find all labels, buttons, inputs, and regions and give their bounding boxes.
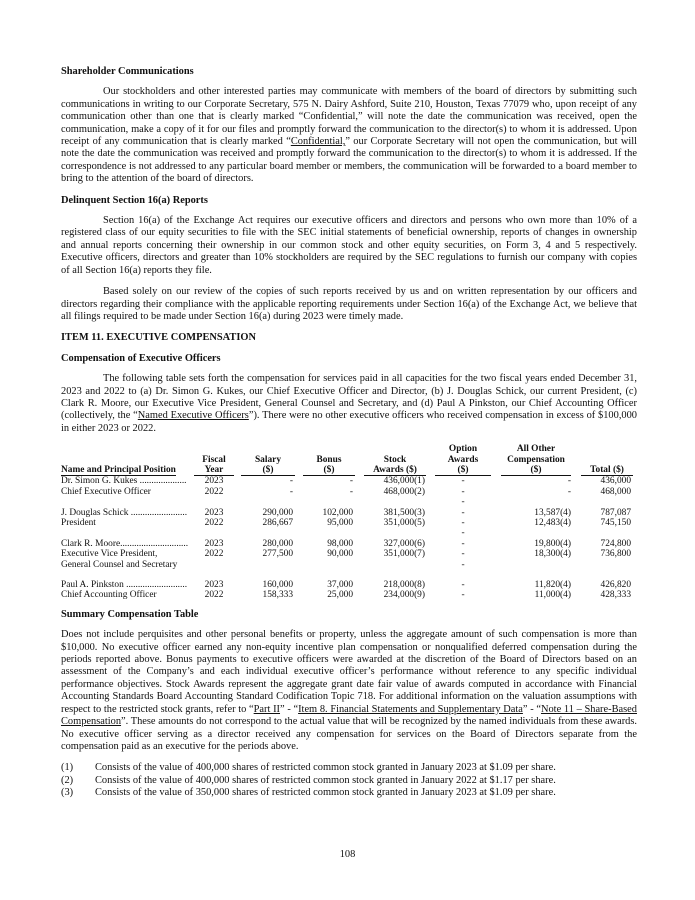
table-cell: 745,150 xyxy=(600,518,631,528)
table-cell xyxy=(299,497,359,507)
section-heading: Summary Compensation Table xyxy=(61,608,199,620)
column-header xyxy=(191,444,237,476)
text: ” - “ xyxy=(522,703,541,715)
table-row xyxy=(61,508,637,518)
table-cell: 277,500 xyxy=(262,549,293,560)
table-cell: 2023 xyxy=(204,507,224,518)
table-cell: 160,000 xyxy=(262,580,293,591)
table-cell: 351,000(5) xyxy=(383,518,425,528)
table-cell: 2022 xyxy=(204,549,224,560)
text: Our stockholders and other interested parties may communicate with members of the board of directors by submitting such communications in writing to our Corporate Secretary, 575 N. Dairy Ashford, Suite 210, Houston, Texas 77079 who, upon receipt of any communication other than one that is clearly marked “Confidential,” will note the date the communication was received, open the communication, make a copy of it for our files and promptly forward the communication to the director(s) to whom it is addressed. Upon receipt of any communication that is clearly marked “ xyxy=(61,86,637,148)
table-cell: - xyxy=(349,486,353,497)
table-cell: 25,000 xyxy=(327,590,353,601)
table-cell xyxy=(237,528,299,538)
paragraph: Based solely on our review of the copies of such reports received by us and on written representation by our officers and directors regarding their compliance with the applicable reporting requirements under Section 16(a) of the Exchange Act, we believe that all filings required to be made under Section 16(a) during 2023 were timely made. xyxy=(61,286,637,322)
table-cell: - xyxy=(349,476,353,487)
table-cell: - xyxy=(461,507,465,518)
table-row xyxy=(61,539,637,549)
section-heading: Delinquent Section 16(a) Reports xyxy=(61,194,208,206)
table-cell xyxy=(299,560,359,570)
table-cell: Dr. Simon G. Kukes .................... xyxy=(61,476,187,487)
table-cell: - xyxy=(461,518,465,528)
paragraph xyxy=(61,86,637,185)
text: The following table sets forth the compensation for services paid in all capacities for the two fiscal years ended December 31, 2023 and 2022 to (a) Dr. Simon G. Kukes, our Chief Executive Officer and Director, (b) J. Douglas Schick, our current President, (c) Clark R. Moore, our Executive Vice President, General Counsel and Secretary, and (d) Paul A Pinkston, our Chief Accounting Officer (collectively, the “ xyxy=(61,373,637,422)
link[interactable]: Note 11 – Share-Based Compensation xyxy=(61,703,637,728)
paragraph xyxy=(61,629,637,753)
table-cell: 2023 xyxy=(204,476,224,487)
table-cell: 234,000(9) xyxy=(383,590,425,601)
column-header xyxy=(359,444,431,476)
table-cell xyxy=(577,560,637,570)
text: ” our Corporate Secretary will not open the communication, but will note the date the communication was received and promptly forward the communication to the director(s) to whom it is addressed. If the correspondence is not addressed to any particular board member or members, the communication will be forwarded to a board member to bring to the attention of the board of directors. xyxy=(61,136,637,185)
table-cell xyxy=(359,497,431,507)
footnote xyxy=(61,775,637,787)
table-cell: 11,000(4) xyxy=(534,590,571,601)
footnote-text: Consists of the value of 400,000 shares of restricted common stock granted in January 2023 at $1.09 per share. xyxy=(95,762,556,774)
table-cell: General Counsel and Secretary xyxy=(61,559,178,570)
column-header-label: Salary ($) xyxy=(241,455,294,477)
link[interactable]: Part II xyxy=(253,703,281,715)
table-cell: - xyxy=(461,559,465,570)
table-cell: 426,820 xyxy=(600,580,631,591)
column-header-label: Fiscal Year xyxy=(194,455,234,477)
table-cell xyxy=(495,528,577,538)
table-cell xyxy=(359,528,431,538)
table-cell: Clark R. Moore............................. xyxy=(61,538,189,549)
table-cell: J. Douglas Schick ........................ xyxy=(61,507,188,518)
column-header xyxy=(237,444,299,476)
table-cell xyxy=(577,497,637,507)
table-cell: - xyxy=(461,486,465,497)
table-row xyxy=(61,580,637,590)
table-cell xyxy=(495,497,577,507)
table-cell: 436,000 xyxy=(600,476,631,487)
table-cell: Executive Vice President, xyxy=(61,549,158,560)
table-cell xyxy=(191,570,237,580)
table-cell: - xyxy=(289,486,293,497)
footnote-text: Consists of the value of 400,000 shares of restricted common stock granted in January 2022 at $1.17 per share. xyxy=(95,774,556,786)
text: Does not include perquisites and other personal benefits or property, unless the aggregate amount of such compensation is more than $10,000. No executive officer earned any non-equity incentive plan compensation or nonqualified deferred compensation during the periods reported above. Bonus payments to executive officers were awarded at the discretion of the Board of Directors based on an assessment of the Company’s and each individual executive officer’s performance without reference to any specific individual performance objectives. Stock Awards represent the aggregate grant date fair value of awards computed in accordance with Financial Accounting Standards Board Accounting Standard Codification Topic 718. For additional information on the valuation assumptions with respect to the restricted stock grants, refer to “ xyxy=(61,629,637,715)
table-cell: 286,667 xyxy=(262,518,293,528)
table-cell: 13,587(4) xyxy=(534,507,571,518)
column-header xyxy=(61,444,191,476)
table-cell: 351,000(7) xyxy=(383,549,425,560)
table-cell xyxy=(237,570,299,580)
table-cell: 2023 xyxy=(204,580,224,591)
table-cell: 468,000(2) xyxy=(383,486,425,497)
table-cell: 280,000 xyxy=(262,538,293,549)
column-header xyxy=(431,444,495,476)
paragraph xyxy=(61,373,637,435)
table-cell: Chief Accounting Officer xyxy=(61,590,157,601)
compensation-table xyxy=(61,444,637,601)
table-cell: 2022 xyxy=(204,590,224,601)
table-cell: 428,333 xyxy=(600,590,631,601)
footnotes xyxy=(61,762,637,799)
table-cell: 2023 xyxy=(204,538,224,549)
table-row xyxy=(61,476,637,486)
footnote-text: Consists of the value of 350,000 shares of restricted common stock granted in January 2023 at $1.09 per share. xyxy=(95,787,556,799)
document-page xyxy=(61,66,637,800)
table-cell xyxy=(237,560,299,570)
table-cell: - xyxy=(461,476,465,487)
table-cell xyxy=(61,497,191,507)
table-cell: 787,087 xyxy=(600,507,631,518)
table-row xyxy=(61,528,637,538)
table-cell: 724,800 xyxy=(600,538,631,549)
table-cell xyxy=(495,570,577,580)
table-cell: - xyxy=(567,486,571,497)
table-cell: - xyxy=(461,528,465,539)
table-cell xyxy=(191,560,237,570)
link[interactable]: Named Executive Officers xyxy=(137,410,249,422)
footnote-key: (2) xyxy=(61,774,74,786)
table-cell: 98,000 xyxy=(327,538,353,549)
table-cell: 736,800 xyxy=(600,549,631,560)
table-cell: 327,000(6) xyxy=(383,538,425,549)
table-cell: 12,483(4) xyxy=(534,518,571,528)
table-cell xyxy=(237,497,299,507)
table-cell: 381,500(3) xyxy=(383,507,425,518)
footnote-key: (3) xyxy=(61,787,74,799)
column-header xyxy=(299,444,359,476)
table-cell: 95,000 xyxy=(327,518,353,528)
table-cell: 19,800(4) xyxy=(534,538,571,549)
paragraph: Section 16(a) of the Exchange Act requires our executive officers and directors and persons who own more than 10% of a registered class of our equity securities to file with the SEC initial statements of beneficial ownership, reports of changes in ownership and annual reports concerning their ownership in our common stock and other equity securities, on Form 3, 4 and 5 respectively. Executive officers, directors and greater than 10% stockholders are required by the SEC regulations to furnish our company with copies of all Section 16(a) reports they file. xyxy=(61,215,637,276)
table-cell: 468,000 xyxy=(600,486,631,497)
footnote xyxy=(61,762,637,774)
table-row xyxy=(61,487,637,497)
table-cell: 436,000(1) xyxy=(383,476,425,487)
column-header-label: Option Awards ($) xyxy=(435,444,490,476)
table-row xyxy=(61,497,637,507)
link[interactable]: Item 8. Financial Statements and Supplementary Data xyxy=(298,703,523,715)
page-number: 108 xyxy=(339,849,356,860)
table-cell: 218,000(8) xyxy=(383,580,425,591)
table-cell xyxy=(61,528,191,538)
table-cell: 37,000 xyxy=(327,580,353,591)
section-heading: Shareholder Communications xyxy=(61,66,194,77)
table-cell: - xyxy=(289,476,293,487)
text: ”). There were no other executive officers who received compensation in excess of $100,000 in either 2023 or 2022. xyxy=(61,410,638,434)
table-cell: - xyxy=(461,549,465,560)
table-row xyxy=(61,590,637,600)
table-cell xyxy=(299,570,359,580)
table-cell: - xyxy=(461,590,465,601)
link[interactable]: Confidential, xyxy=(290,136,346,148)
table-cell xyxy=(191,528,237,538)
column-header-label: Bonus ($) xyxy=(303,455,355,477)
section-heading: Compensation of Executive Officers xyxy=(61,352,221,364)
table-cell: 102,000 xyxy=(322,507,353,518)
table-cell xyxy=(495,560,577,570)
column-header-label: Total ($) xyxy=(581,465,633,476)
table-cell: 2022 xyxy=(204,518,224,528)
text: ”. These amounts do not correspond to the actual value that will be recognized by the named individuals from these awards. No executive officer serving as a director received any compensation for services on the Board of Directors separate from the compensation paid as an executive for the periods above. xyxy=(61,716,637,752)
table-row xyxy=(61,549,637,559)
table-cell xyxy=(359,560,431,570)
table-cell xyxy=(431,570,495,580)
table-cell xyxy=(577,528,637,538)
table-cell xyxy=(191,497,237,507)
table-cell: - xyxy=(461,497,465,508)
column-header xyxy=(495,444,577,476)
column-header xyxy=(577,444,637,476)
text: ” - “ xyxy=(280,703,299,715)
table-cell xyxy=(299,528,359,538)
table-cell: - xyxy=(461,538,465,549)
table-cell: 11,820(4) xyxy=(534,580,571,591)
table-cell xyxy=(61,570,191,580)
column-header-label: All Other Compensation ($) xyxy=(501,444,572,476)
table-cell: 2022 xyxy=(204,486,224,497)
table-cell: - xyxy=(461,580,465,591)
table-row xyxy=(61,560,637,570)
item-heading: ITEM 11. EXECUTIVE COMPENSATION xyxy=(61,332,256,344)
table-cell: Chief Executive Officer xyxy=(61,486,151,497)
table-cell xyxy=(359,570,431,580)
table-cell: Paul A. Pinkston .......................... xyxy=(61,580,188,591)
table-cell: 18,300(4) xyxy=(534,549,571,560)
table-row xyxy=(61,518,637,528)
column-header-label: Stock Awards ($) xyxy=(364,455,426,477)
table-row xyxy=(61,570,637,580)
table-cell: 158,333 xyxy=(262,590,293,601)
column-header-label: Name and Principal Position xyxy=(61,464,176,475)
table-cell xyxy=(577,570,637,580)
table-cell: 290,000 xyxy=(262,507,293,518)
footnote xyxy=(61,787,637,799)
table-cell: - xyxy=(567,476,571,487)
table-cell: President xyxy=(61,518,96,528)
table-cell: 90,000 xyxy=(327,549,353,560)
footnote-key: (1) xyxy=(61,762,74,774)
